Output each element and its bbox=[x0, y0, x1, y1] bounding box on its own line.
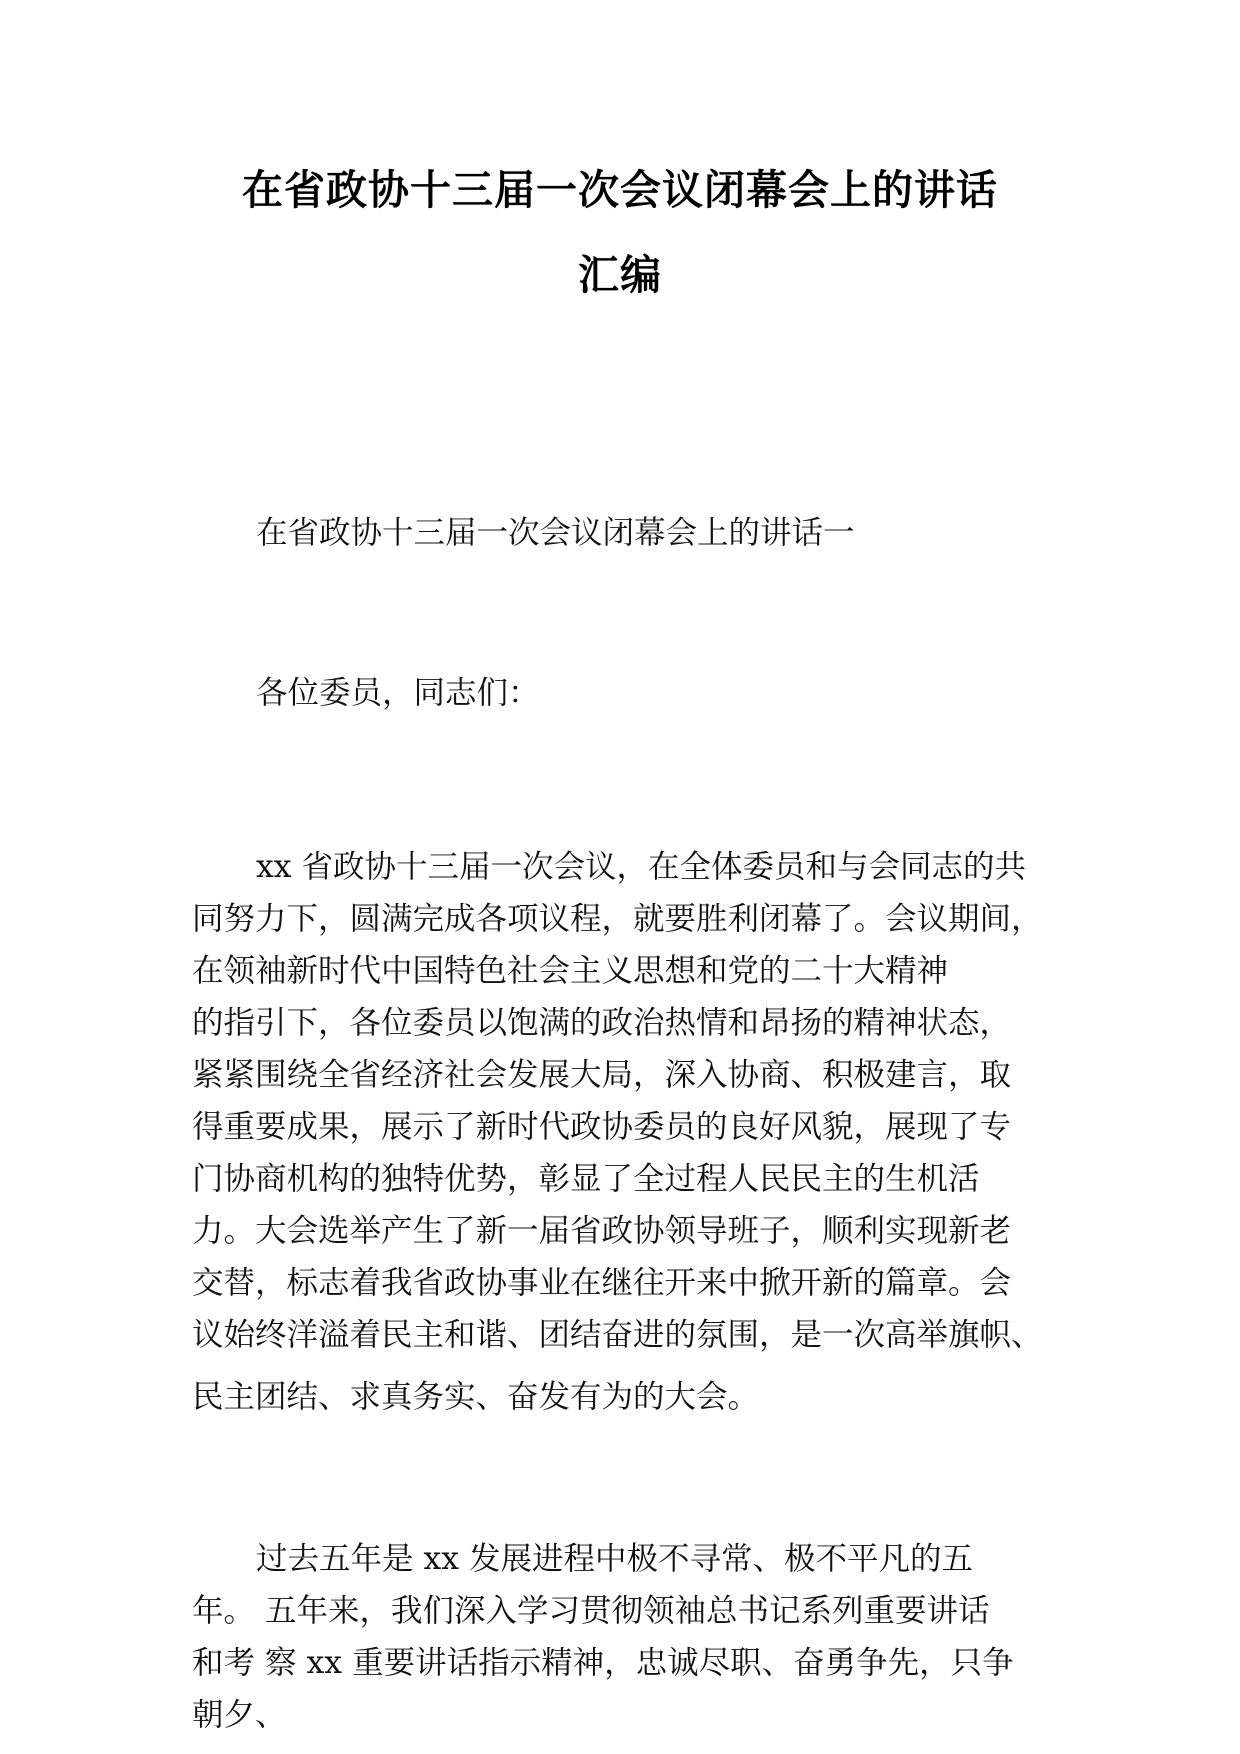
paragraph-2-line: 朝夕、 bbox=[192, 1697, 287, 1733]
paragraph-1-line: 力。大会选举产生了新一届省政协领导班子，顺利实现新老 bbox=[192, 1213, 1012, 1249]
section-heading-text: 在省政协十三届一次会议闭幕会上的讲话一 bbox=[256, 515, 855, 551]
paragraph-1-line: 门协商机构的独特优势，彰显了全过程人民民主的生机活 bbox=[192, 1161, 980, 1197]
paragraph-2-line: 年。 五年来，我们深入学习贯彻领袖总书记系列重要讲话 bbox=[192, 1593, 990, 1629]
paragraph-1-line: 交替，标志着我省政协事业在继往开来中掀开新的篇章。会 bbox=[192, 1265, 1012, 1301]
paragraph-1-line: 同努力下，圆满完成各项议程，就要胜利闭幕了。会议期间， bbox=[192, 901, 1043, 937]
paragraph-1 bbox=[192, 841, 1072, 1423]
paragraph-1-line: 议始终洋溢着民主和谐、团结奋进的氛围，是一次高举旗帜、 bbox=[192, 1317, 1043, 1353]
paragraph-1-line: xx 省政协十三届一次会议，在全体委员和与会同志的共 bbox=[256, 849, 1027, 885]
paragraph-2-line: 和考 察 xx 重要讲话指示精神，忠诚尽职、奋勇争先，只争 bbox=[192, 1645, 1014, 1681]
paragraph-1-line: 紧紧围绕全省经济社会发展大局，深入协商、积极建言，取 bbox=[192, 1057, 1012, 1093]
document-title-line1: 在省政协十三届一次会议闭幕会上的讲话 bbox=[242, 166, 998, 214]
paragraph-1-line: 得重要成果，展示了新时代政协委员的良好风貌，展现了专 bbox=[192, 1109, 1012, 1145]
paragraph-1-line: 民主团结、求真务实、奋发有为的大会。 bbox=[192, 1379, 760, 1415]
paragraph-2-line: 过去五年是 xx 发展进程中极不寻常、极不平凡的五 bbox=[256, 1541, 974, 1577]
paragraph-1-line: 在领袖新时代中国特色社会主义思想和党的二十大精神 bbox=[192, 953, 949, 989]
document-title-line2: 汇编 bbox=[578, 251, 662, 299]
section-heading bbox=[192, 507, 1072, 559]
paragraph-2 bbox=[192, 1533, 1072, 1741]
salutation-text: 各位委员，同志们： bbox=[256, 675, 540, 711]
salutation bbox=[192, 667, 1072, 719]
paragraph-1-line: 的指引下，各位委员以饱满的政治热情和昂扬的精神状态， bbox=[192, 1005, 1012, 1041]
